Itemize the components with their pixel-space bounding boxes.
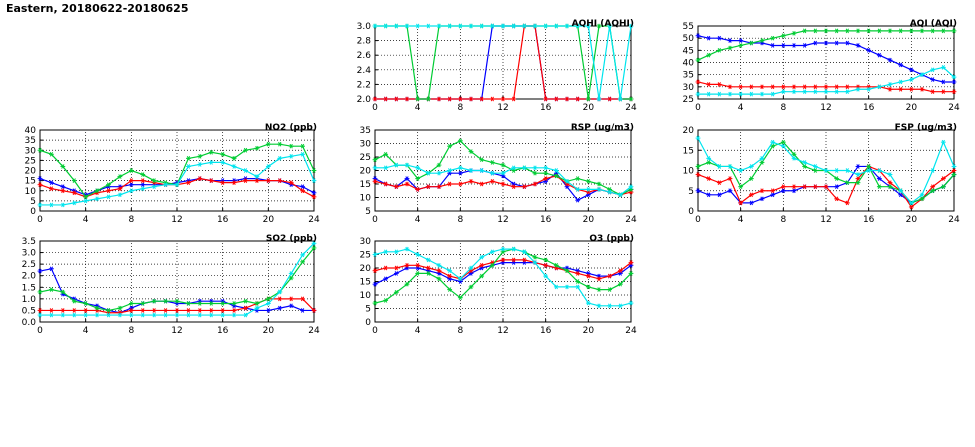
series-line-series-cyan <box>375 165 631 195</box>
svg-text:0.5: 0.5 <box>21 306 36 317</box>
svg-text:16: 16 <box>216 326 229 336</box>
svg-text:15: 15 <box>359 277 371 288</box>
chart-title-rsp: RSP (ug/m3) <box>570 123 634 133</box>
svg-text:8: 8 <box>128 326 135 336</box>
page-title: Eastern, 20180622-20180625 <box>6 2 189 15</box>
chart-panel-aqhi <box>345 18 637 114</box>
svg-text:12: 12 <box>171 215 183 225</box>
svg-text:8: 8 <box>457 103 464 113</box>
svg-text:2.6: 2.6 <box>356 51 371 62</box>
svg-text:10: 10 <box>359 193 371 204</box>
svg-text:15: 15 <box>359 180 371 190</box>
svg-text:20: 20 <box>24 166 36 177</box>
svg-text:50: 50 <box>682 34 694 45</box>
svg-text:4: 4 <box>82 215 89 225</box>
chart-panel-aqi <box>668 18 960 114</box>
svg-text:16: 16 <box>862 103 875 113</box>
chart-svg-aqhi <box>345 18 637 114</box>
svg-text:8: 8 <box>780 103 787 113</box>
svg-text:24: 24 <box>308 215 320 225</box>
svg-text:0: 0 <box>30 207 36 217</box>
svg-text:5: 5 <box>688 186 694 197</box>
svg-text:15: 15 <box>682 146 694 157</box>
svg-text:30: 30 <box>24 146 36 157</box>
svg-text:24: 24 <box>308 326 320 336</box>
chart-svg-no2 <box>10 122 320 226</box>
svg-text:20: 20 <box>905 103 918 113</box>
svg-text:16: 16 <box>539 215 552 225</box>
chart-panel-no2 <box>10 122 320 226</box>
svg-text:16: 16 <box>216 215 229 225</box>
svg-text:24: 24 <box>625 326 637 336</box>
chart-panel-fsp <box>668 122 960 226</box>
svg-text:12: 12 <box>497 215 509 225</box>
svg-text:0: 0 <box>365 318 371 328</box>
svg-text:12: 12 <box>497 326 509 336</box>
svg-text:16: 16 <box>539 326 552 336</box>
svg-text:8: 8 <box>128 215 135 225</box>
svg-text:2.2: 2.2 <box>356 80 371 91</box>
svg-text:0: 0 <box>695 103 701 113</box>
svg-text:35: 35 <box>682 70 694 81</box>
svg-text:0.0: 0.0 <box>21 318 36 328</box>
svg-text:8: 8 <box>780 215 787 225</box>
svg-text:20: 20 <box>359 264 371 274</box>
svg-text:20: 20 <box>582 103 595 113</box>
svg-text:35: 35 <box>24 136 36 147</box>
svg-text:16: 16 <box>539 103 552 113</box>
chart-svg-fsp <box>668 122 960 226</box>
svg-text:3.5: 3.5 <box>21 237 36 247</box>
svg-text:24: 24 <box>948 103 960 113</box>
svg-text:20: 20 <box>582 326 595 336</box>
svg-text:0: 0 <box>372 326 378 336</box>
chart-title-aqhi: AQHI (AQHI) <box>571 19 634 29</box>
svg-text:8: 8 <box>457 215 464 225</box>
svg-text:24: 24 <box>625 215 637 225</box>
svg-text:1.0: 1.0 <box>21 294 36 305</box>
svg-text:0: 0 <box>695 215 701 225</box>
svg-text:45: 45 <box>682 46 694 57</box>
svg-text:4: 4 <box>737 103 744 113</box>
chart-panel-rsp <box>345 122 637 226</box>
chart-svg-aqi <box>668 18 960 114</box>
svg-text:20: 20 <box>262 326 275 336</box>
svg-text:12: 12 <box>171 326 183 336</box>
series-line-series-green <box>40 144 314 197</box>
svg-text:30: 30 <box>682 82 694 93</box>
svg-text:2.0: 2.0 <box>21 271 36 282</box>
svg-text:4: 4 <box>414 215 421 225</box>
svg-text:4: 4 <box>414 103 421 113</box>
svg-text:4: 4 <box>82 326 89 336</box>
svg-text:20: 20 <box>359 166 371 177</box>
svg-text:20: 20 <box>582 215 595 225</box>
svg-text:10: 10 <box>24 186 36 197</box>
svg-text:0: 0 <box>688 207 694 217</box>
chart-title-o3: O3 (ppb) <box>589 234 634 244</box>
svg-text:10: 10 <box>359 291 371 301</box>
svg-text:3.0: 3.0 <box>21 248 36 259</box>
svg-text:2.5: 2.5 <box>21 260 36 271</box>
chart-panel-so2 <box>10 233 320 337</box>
svg-text:1.5: 1.5 <box>21 283 36 294</box>
chart-svg-rsp <box>345 122 637 226</box>
svg-text:0: 0 <box>372 103 378 113</box>
svg-text:24: 24 <box>625 103 637 113</box>
chart-svg-so2 <box>10 233 320 337</box>
svg-text:25: 25 <box>24 156 36 167</box>
svg-text:5: 5 <box>30 196 36 207</box>
svg-text:4: 4 <box>737 215 744 225</box>
series-line-series-cyan <box>40 154 314 205</box>
svg-text:12: 12 <box>497 103 509 113</box>
svg-text:25: 25 <box>682 95 694 105</box>
svg-text:30: 30 <box>359 139 371 150</box>
svg-text:12: 12 <box>820 215 832 225</box>
svg-text:3.0: 3.0 <box>356 22 371 32</box>
svg-text:0: 0 <box>372 215 378 225</box>
svg-text:2.0: 2.0 <box>356 95 371 105</box>
svg-text:55: 55 <box>682 22 694 32</box>
svg-text:16: 16 <box>862 215 875 225</box>
svg-text:40: 40 <box>682 58 694 69</box>
svg-text:25: 25 <box>359 153 371 163</box>
chart-title-aqi: AQI (AQI) <box>909 19 957 29</box>
svg-text:5: 5 <box>365 304 371 315</box>
svg-text:20: 20 <box>682 126 694 136</box>
svg-text:20: 20 <box>905 215 918 225</box>
svg-text:2.8: 2.8 <box>356 36 371 47</box>
chart-title-so2: SO2 (ppb) <box>265 234 317 244</box>
svg-text:20: 20 <box>262 215 275 225</box>
chart-title-fsp: FSP (ug/m3) <box>894 123 957 133</box>
svg-text:0: 0 <box>37 215 43 225</box>
chart-panel-o3 <box>345 233 637 337</box>
svg-text:10: 10 <box>682 166 694 177</box>
svg-text:0: 0 <box>37 326 43 336</box>
svg-text:2.4: 2.4 <box>356 65 371 76</box>
chart-title-no2: NO2 (ppb) <box>264 123 317 133</box>
svg-text:40: 40 <box>24 126 36 136</box>
svg-text:5: 5 <box>365 207 371 217</box>
series-line-series-red <box>40 179 314 197</box>
svg-text:25: 25 <box>359 250 371 261</box>
svg-text:8: 8 <box>457 326 464 336</box>
chart-svg-o3 <box>345 233 637 337</box>
svg-text:35: 35 <box>359 126 371 136</box>
svg-text:4: 4 <box>414 326 421 336</box>
svg-text:15: 15 <box>24 176 36 187</box>
svg-text:24: 24 <box>948 215 960 225</box>
svg-text:30: 30 <box>359 237 371 247</box>
svg-text:12: 12 <box>820 103 832 113</box>
